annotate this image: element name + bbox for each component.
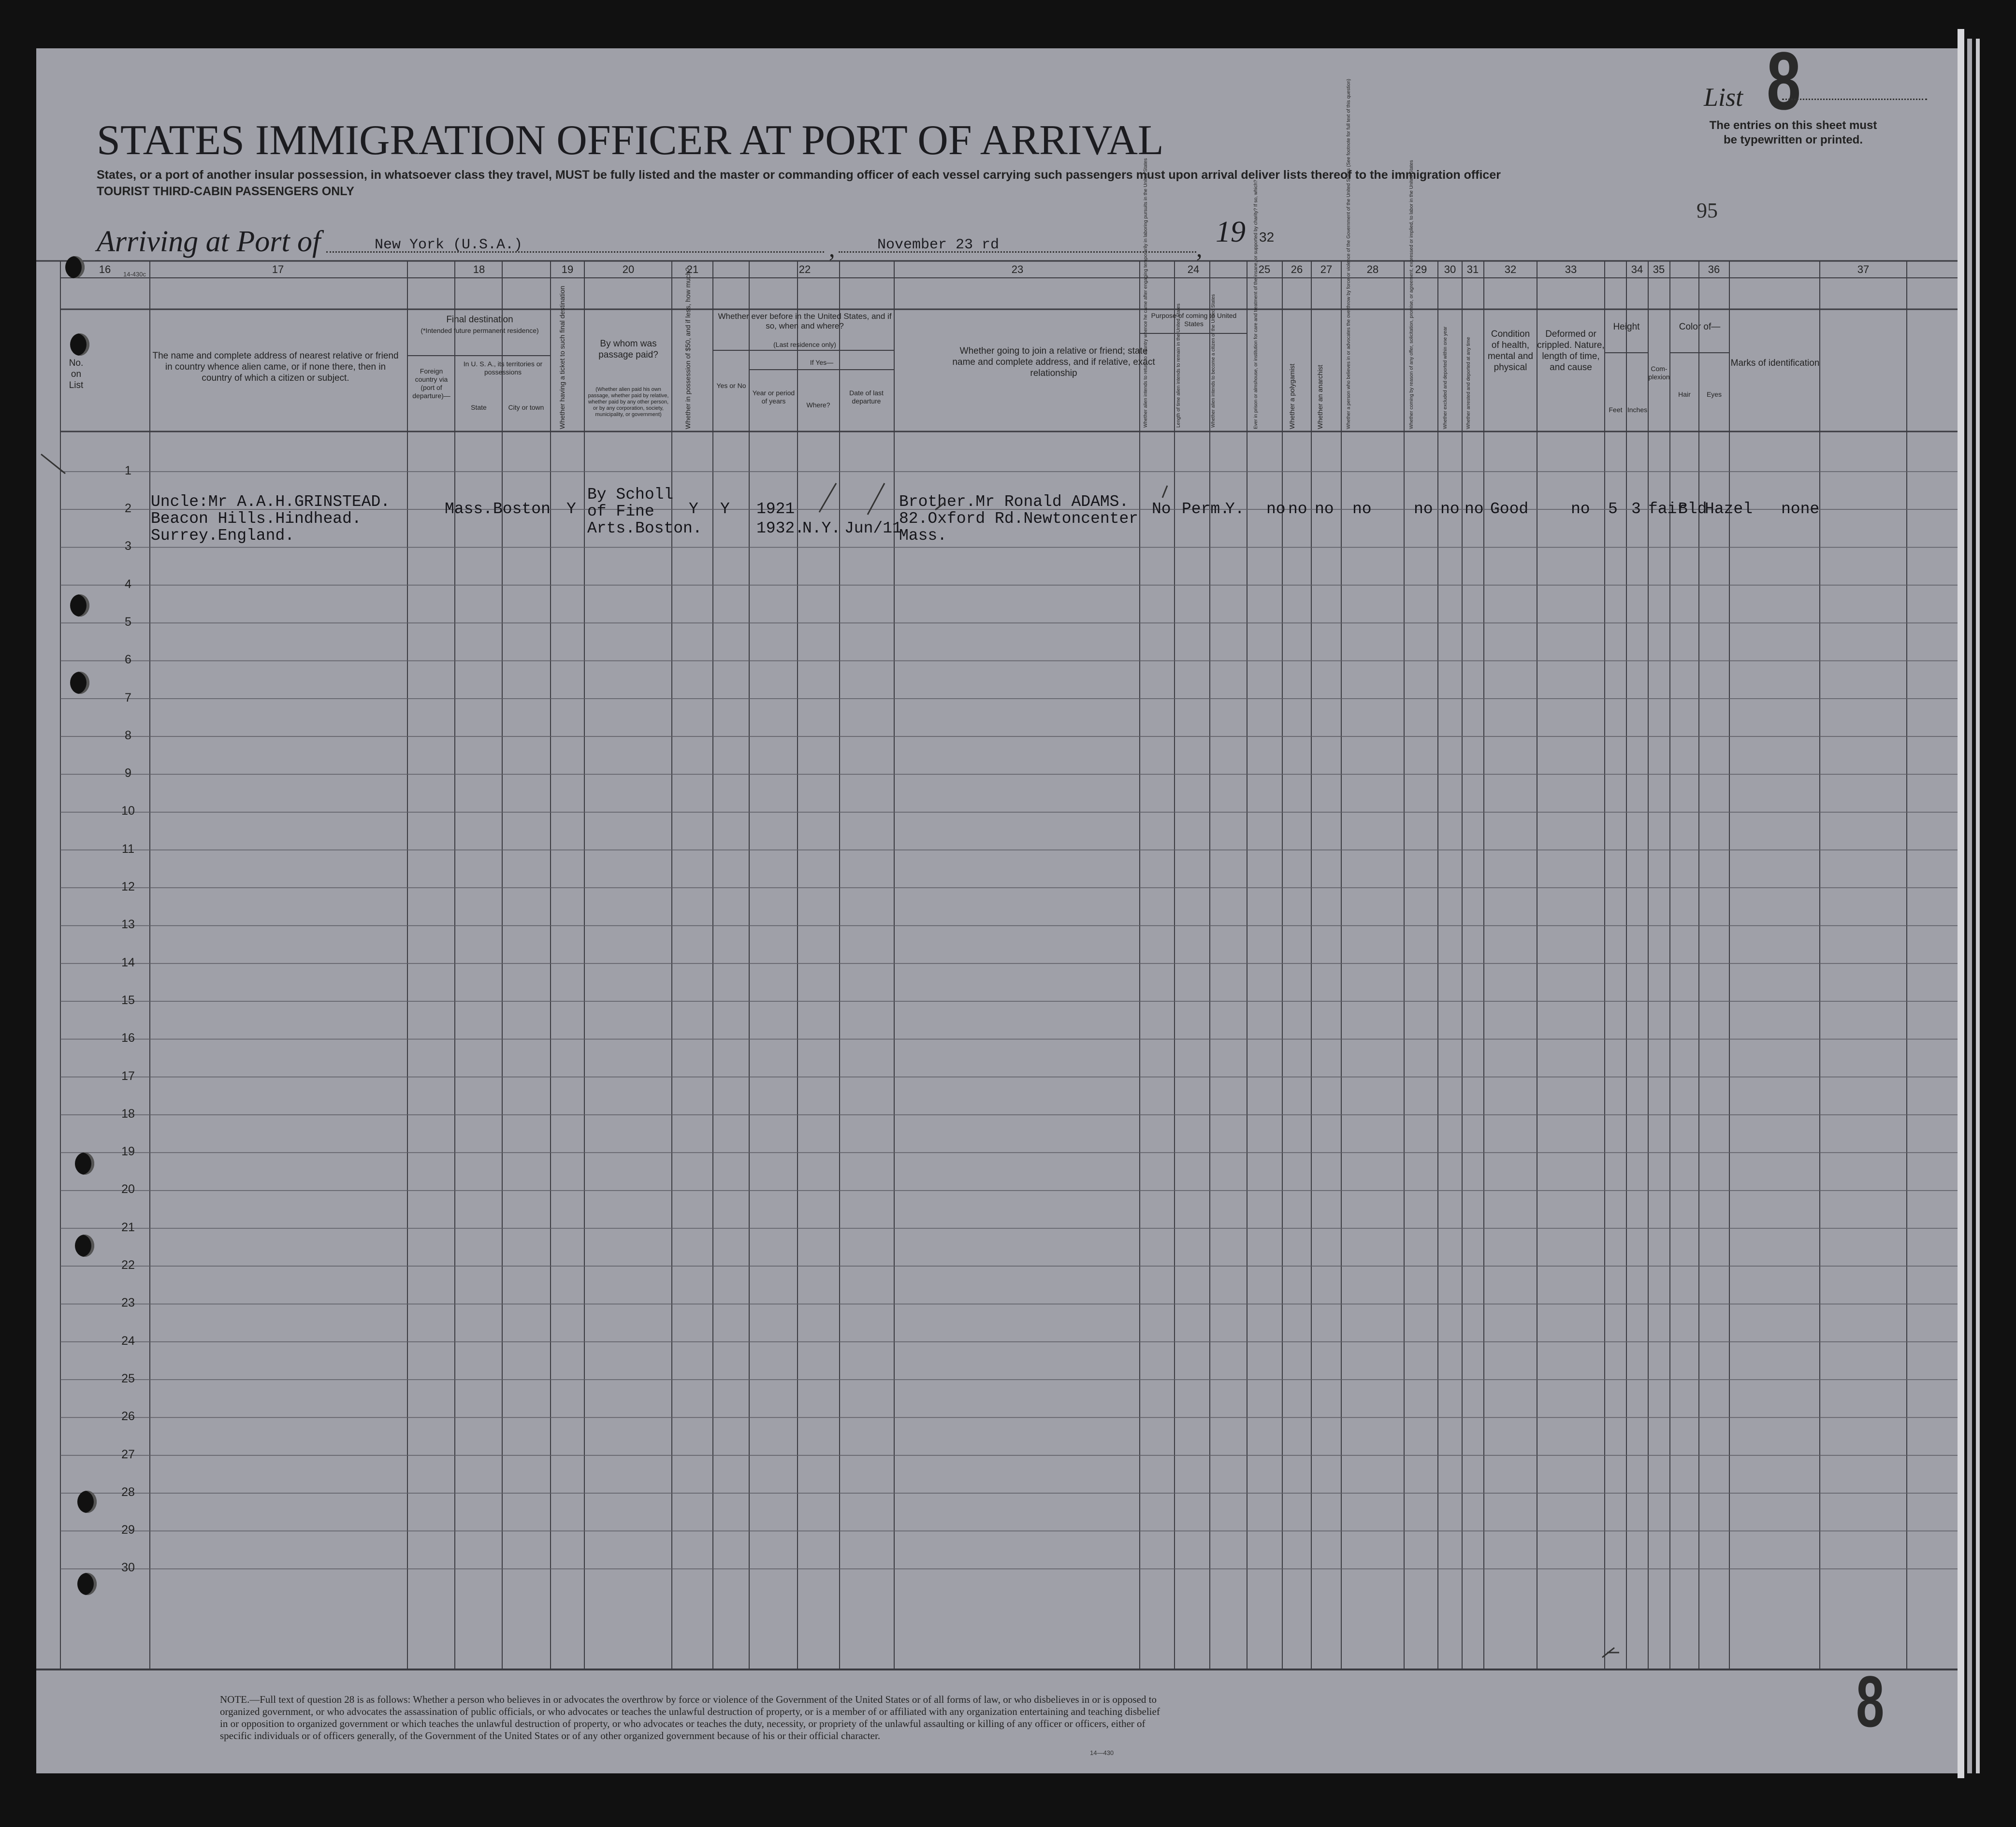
entry-hair: Bld (1678, 500, 1707, 518)
row-number: 1 (125, 463, 131, 477)
entry-relative-line2: Beacon Hills.Hindhead. (151, 510, 362, 528)
column-number: 16 (99, 263, 111, 275)
row-number: 17 (121, 1069, 135, 1083)
class-line: TOURIST THIRD-CABIN PASSENGERS ONLY (97, 185, 354, 198)
binding-hole (77, 1491, 97, 1513)
footer-form-code: 14—430 (1090, 1749, 1114, 1756)
entry-return: No (1152, 500, 1171, 518)
hdr-purpose: Purpose of coming to United States (1151, 312, 1237, 328)
form-subtitle: States, or a port of another insular possession, in whatsoever class they travel, MUST be fully listed and the master or commanding officer of each vessel carrying such passengers must upon arrival deliver lists thereof to the immigration officer (97, 168, 1501, 182)
entry-joining-line2: 82.Oxford Rd.Newtoncenter (899, 510, 1139, 528)
column-number: 25 (1258, 263, 1271, 275)
column-number: 20 (622, 263, 635, 275)
column-number: 36 (1708, 263, 1720, 275)
entries-note-line1: The entries on this sheet must (1709, 119, 1877, 132)
binding-hole (70, 333, 89, 356)
hdr-where: Where? (806, 401, 830, 409)
entry-deformed: no (1571, 500, 1590, 518)
port-value: New York (U.S.A.) (375, 237, 523, 253)
check-marks (36, 48, 1958, 1773)
corner-number: 8 (1856, 1661, 1885, 1742)
column-number: 26 (1291, 263, 1303, 275)
hdr-before-note: (Last residence only) (773, 341, 836, 348)
row-number: 2 (125, 502, 131, 515)
entry-year1: 1921 (756, 500, 795, 518)
hdr-purpose-b: Length of time alien intends to remain in the United States (1176, 303, 1181, 428)
row-number: 9 (125, 766, 131, 780)
row-number: 25 (121, 1371, 135, 1385)
hdr-prison: Ever in prison or almshouse, or institution for care and treatment of the insane, or supported by charity? If so, which? (1253, 180, 1259, 429)
hdr-q30: Whether excluded and deported within one year (1443, 326, 1448, 429)
entry-paid-line1: By Scholl (587, 486, 674, 504)
row-number: 18 (121, 1107, 135, 1121)
hdr-condition: Condition of health, mental and physical (1487, 329, 1533, 373)
entry-joining-line3: Mass. (899, 527, 947, 545)
row-number: 24 (121, 1334, 135, 1348)
hdr-final-destination: Final destination (446, 315, 513, 325)
entry-where: N.Y. (802, 519, 841, 537)
entry-prison: no (1266, 500, 1286, 518)
row-number: 7 (125, 691, 131, 705)
hdr-in-usa: In U. S. A., its territories or possessions (463, 360, 543, 376)
column-number: 18 (473, 263, 485, 275)
entry-q30: no (1440, 500, 1460, 518)
row-number: 14 (121, 955, 135, 969)
row-number: 10 (121, 804, 135, 818)
hdr-q31: Whether arrested and deported at any time (1466, 337, 1471, 429)
hdr-city: City or town (508, 403, 544, 411)
hdr-q28: Whether a person who believes in or advocates the overthrow by force or violence of the Government of the United States (See footnote for full text of this question) (1346, 79, 1351, 429)
hdr-foreign-country: Foreign country via (port of departure)— (412, 367, 450, 400)
entry-paid-line3: Arts.Boston. (587, 519, 702, 537)
comma-2: , (1196, 235, 1203, 262)
row-number: 27 (121, 1447, 135, 1461)
page-edge (1958, 29, 1964, 1778)
comma: , (829, 235, 835, 262)
row-number: 23 (121, 1296, 135, 1310)
row-number: 13 (121, 918, 135, 932)
hdr-complexion: Com-plexion (1648, 365, 1670, 381)
row-number: 20 (121, 1182, 135, 1196)
row-number: 19 (121, 1145, 135, 1159)
entries-note-line2: be typewritten or printed. (1723, 133, 1863, 146)
binding-hole (65, 256, 85, 278)
hdr-joining: Whether going to join a relative or friend; state name and complete address, and if relative, exact relationship (952, 346, 1155, 378)
form-code: 14-430c (123, 271, 146, 278)
page-edge (1967, 39, 1972, 1773)
entry-before: Y (720, 500, 730, 518)
column-number: 29 (1415, 263, 1427, 275)
row-number: 21 (121, 1220, 135, 1234)
hdr-ticket: Whether having a ticket to such final destination (558, 286, 566, 429)
row-number: 26 (121, 1410, 135, 1424)
year-suffix: 32 (1259, 230, 1275, 245)
row-number: 28 (121, 1485, 135, 1499)
row-number: 4 (125, 577, 131, 591)
hdr-inches: Inches (1627, 406, 1648, 414)
entry-year2: 1932. (756, 519, 805, 537)
column-number: 31 (1466, 263, 1479, 275)
entry-q31: no (1465, 500, 1484, 518)
list-number: 8 (1767, 35, 1801, 127)
hdr-deformed: Deformed or crippled. Nature, length of time, and cause (1537, 329, 1605, 373)
hdr-by-whom-note: (Whether alien paid his own passage, whether paid by relative, whether paid by any other person, or by any corporation, society, municipality, or government) (588, 387, 669, 417)
entry-joining-line1: Brother.Mr Ronald ADAMS. (899, 493, 1129, 511)
page-number: 95 (1697, 199, 1718, 222)
binding-hole (75, 1235, 94, 1257)
row-number: 11 (122, 842, 134, 856)
entry-ticket: Y (566, 500, 576, 518)
entry-marks: none (1781, 500, 1820, 518)
row-number: 5 (125, 615, 131, 629)
entry-state: Mass. (445, 500, 493, 518)
entry-feet: 5 (1608, 500, 1618, 518)
manifest-sheet (36, 35, 1958, 1773)
column-number: 33 (1565, 263, 1577, 275)
row-number: 22 (121, 1258, 135, 1272)
hdr-marks: Marks of identification (1730, 358, 1820, 368)
entry-possession: Y (689, 500, 698, 518)
column-number: 17 (272, 263, 284, 275)
hdr-by-whom: By whom was passage paid? (598, 339, 658, 360)
entry-anarchist: no (1315, 500, 1334, 518)
hdr-relative-abroad: The name and complete address of nearest relative or friend in country whence alien came, or if none there, then in country of which a citizen or subject. (152, 351, 399, 383)
hdr-possession: Whether in possession of $50, and if less, how much? (684, 267, 692, 429)
column-number: 22 (798, 263, 811, 275)
row-number: 6 (125, 653, 131, 667)
row-number: 16 (121, 1031, 135, 1045)
entry-condition: Good (1490, 500, 1529, 518)
column-number: 30 (1444, 263, 1456, 275)
hdr-if-yes: If Yes— (810, 359, 834, 366)
entry-citizen: Y. (1225, 500, 1245, 518)
hdr-hair: Hair (1678, 390, 1691, 398)
entry-date-last: Jun/11 (844, 519, 902, 537)
row-number: 12 (121, 880, 135, 893)
entry-relative-line1: Uncle:Mr A.A.H.GRINSTEAD. (151, 493, 391, 511)
hdr-final-destination-note: (*Intended future permanent residence) (421, 327, 539, 334)
row-number: 29 (121, 1523, 135, 1537)
hdr-year-period: Year or period of years (752, 389, 795, 405)
column-number: 19 (561, 263, 574, 275)
date-value: November 23 rd (877, 237, 1000, 253)
column-number: 37 (1857, 263, 1870, 275)
column-number: 28 (1366, 263, 1379, 275)
hdr-state: State (471, 403, 487, 411)
form-title: STATES IMMIGRATION OFFICER AT PORT OF ARRIVAL (97, 117, 1164, 164)
hdr-polygamist: Whether a polygamist (1288, 363, 1296, 429)
column-number: 24 (1187, 263, 1200, 275)
entry-length: Perm. (1182, 500, 1230, 518)
binding-hole (70, 594, 89, 617)
entry-polygamist: no (1288, 500, 1307, 518)
hdr-anarchist: Whether an anarchist (1316, 364, 1324, 429)
binding-hole (75, 1152, 94, 1175)
year-prefix: 19 (1216, 216, 1246, 248)
row-number: 30 (121, 1561, 135, 1575)
entry-complexion: fair (1648, 500, 1687, 518)
column-number: 27 (1320, 263, 1333, 275)
binding-hole (70, 672, 89, 694)
column-number: 34 (1631, 263, 1643, 275)
binding-hole (77, 1573, 97, 1595)
column-number: 23 (1011, 263, 1024, 275)
entry-city: Boston (493, 500, 551, 518)
hdr-no-on-list: No. on List (69, 358, 84, 390)
entry-paid-line2: of Fine (587, 503, 654, 520)
entry-eyes: Hazel (1705, 500, 1753, 518)
hdr-before-in-us: Whether ever before in the United States, and if so, when and where? (718, 312, 892, 331)
entry-q29: no (1414, 500, 1433, 518)
arriving-label: Arriving at Port of (97, 225, 321, 258)
entry-inches: 3 (1631, 500, 1641, 518)
page-edge (1976, 39, 1980, 1773)
entry-relative-line3: Surrey.England. (151, 527, 295, 545)
hdr-color-of: Color of— (1679, 322, 1721, 332)
hdr-feet: Feet (1609, 406, 1623, 414)
hdr-eyes: Eyes (1706, 390, 1722, 398)
hdr-q29: Whether coming by reason of any offer, solicitation, promise, or agreement, expressed or implied, to labor in the United States (1409, 160, 1414, 429)
column-number: 21 (686, 263, 699, 275)
entry-q28: no (1352, 500, 1372, 518)
hdr-date-last: Date of last departure (849, 389, 884, 405)
hdr-height: Height (1613, 322, 1640, 332)
hdr-purpose-c: Whether alien intends to become a citizen of the United States (1211, 294, 1216, 428)
row-number: 8 (125, 728, 131, 742)
footer-note: NOTE.—Full text of question 28 is as follows: Whether a person who believes in or advocates the overthrow by force or violence of the Government of the United States or of all forms of law, or who disbelieves in or is opposed to organized government, or who advocates the assassination of public officials, or who advocates or teaches the unlawful destruction of property, or is a member of or affiliated with any organization entertaining and teaching disbelief in or opposition to organized government or which teaches the unlawful destruction of property, or who advocates or teaches the duty, necessity, or propriety of the unlawful assaulting or killing of any officer or officers, either of specific individuals or of officers generally, of the Government of the United States or of any other organized government because of his or their official character. (220, 1694, 1160, 1741)
column-number: 35 (1653, 263, 1665, 275)
list-label: List (1704, 83, 1743, 112)
hdr-purpose-a: Whether alien intends to return to country whence he came after engaging temporarily in laboring pursuits in the United States (1143, 158, 1148, 428)
column-number: 32 (1504, 263, 1517, 275)
row-number: 15 (121, 993, 135, 1007)
row-number: 3 (125, 539, 131, 553)
hdr-yes-no: Yes or No (716, 382, 746, 389)
